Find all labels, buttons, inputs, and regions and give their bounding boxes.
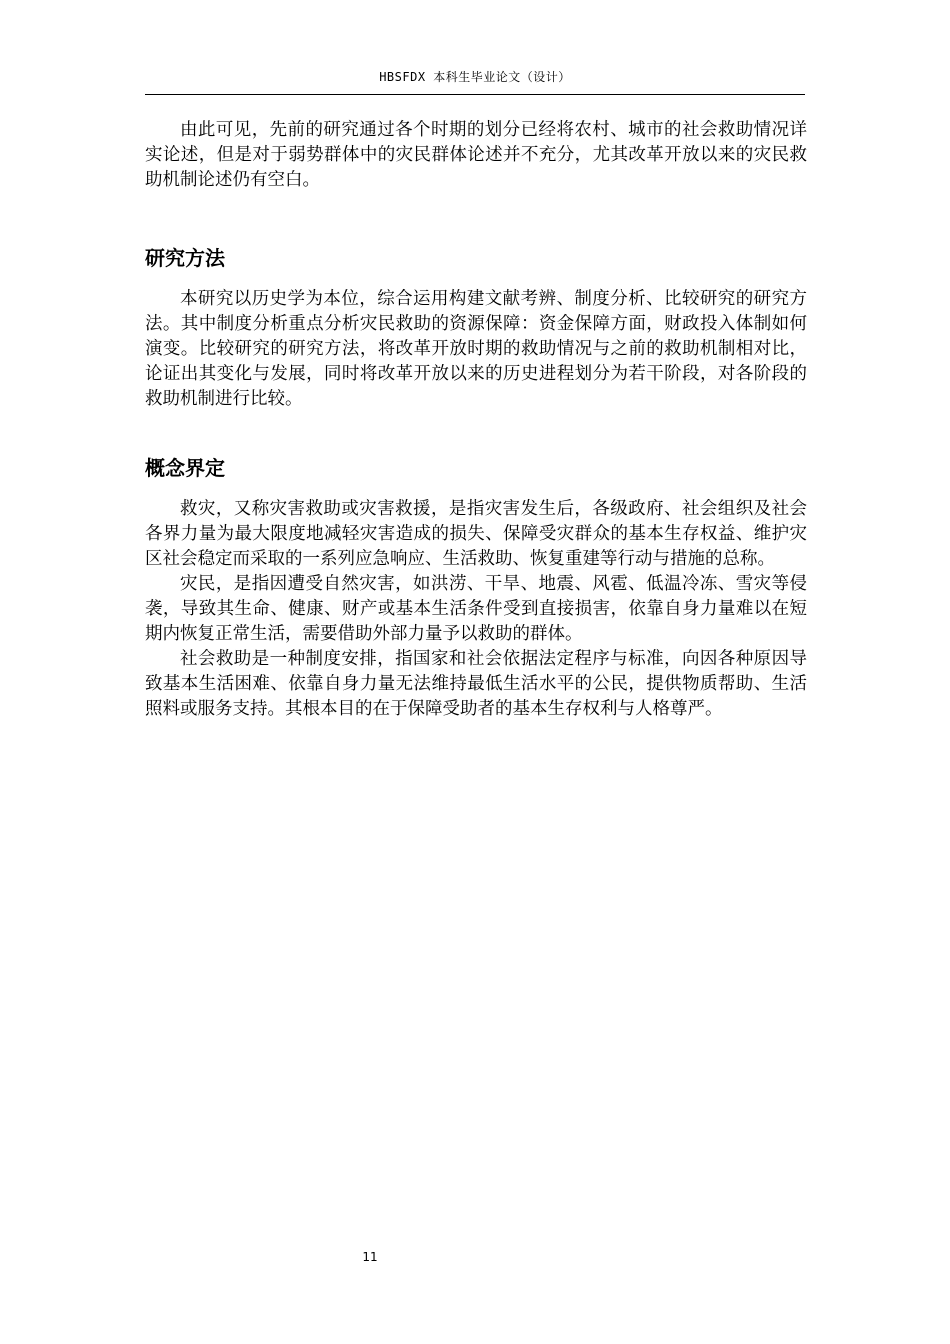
page-body [145,118,807,722]
concept-paragraph-disaster-victims: 灾民，是指因遭受自然灾害，如洪涝、干旱、地震、风雹、低温冷冻、雪灾等侵袭，导致其生命、健康、财产或基本生活条件受到直接损害，依靠自身力量难以在短期内恢复正常生活，需要借助外部力量予以救助的群体。 [145,574,807,644]
section-heading-concepts: 概念界定 [145,456,225,480]
page-number: 11 [362,1250,378,1264]
methods-paragraph: 本研究以历史学为本位，综合运用构建文献考辨、制度分析、比较研究的研究方法。其中制度分析重点分析灾民救助的资源保障：资金保障方面，财政投入体制如何演变。比较研究的研究方法，将改革开放时期的救助情况与之前的救助机制相对比，论证出其变化与发展，同时将改革开放以来的历史进程划分为若干阶段，对各阶段的救助机制进行比较。 [145,289,807,409]
section-heading-methods: 研究方法 [145,246,225,270]
intro-paragraph: 由此可见，先前的研究通过各个时期的划分已经将农村、城市的社会救助情况详实论述，但是对于弱势群体中的灾民群体论述并不充分，尤其改革开放以来的灾民救助机制论述仍有空白。 [145,120,807,190]
running-header: HBSFDX 本科生毕业论文（设计） [379,70,571,84]
header-rule [145,94,805,95]
concept-paragraph-social-assistance: 社会救助是一种制度安排，指国家和社会依据法定程序与标准，向因各种原因导致基本生活困难、依靠自身力量无法维持最低生活水平的公民，提供物质帮助、生活照料或服务支持。其根本目的在于保障受助者的基本生存权利与人格尊严。 [145,649,807,719]
concept-paragraph-disaster-relief: 救灾，又称灾害救助或灾害救援，是指灾害发生后，各级政府、社会组织及社会各界力量为最大限度地减轻灾害造成的损失、保障受灾群众的基本生存权益、维护灾区社会稳定而采取的一系列应急响应、生活救助、恢复重建等行动与措施的总称。 [145,499,807,569]
